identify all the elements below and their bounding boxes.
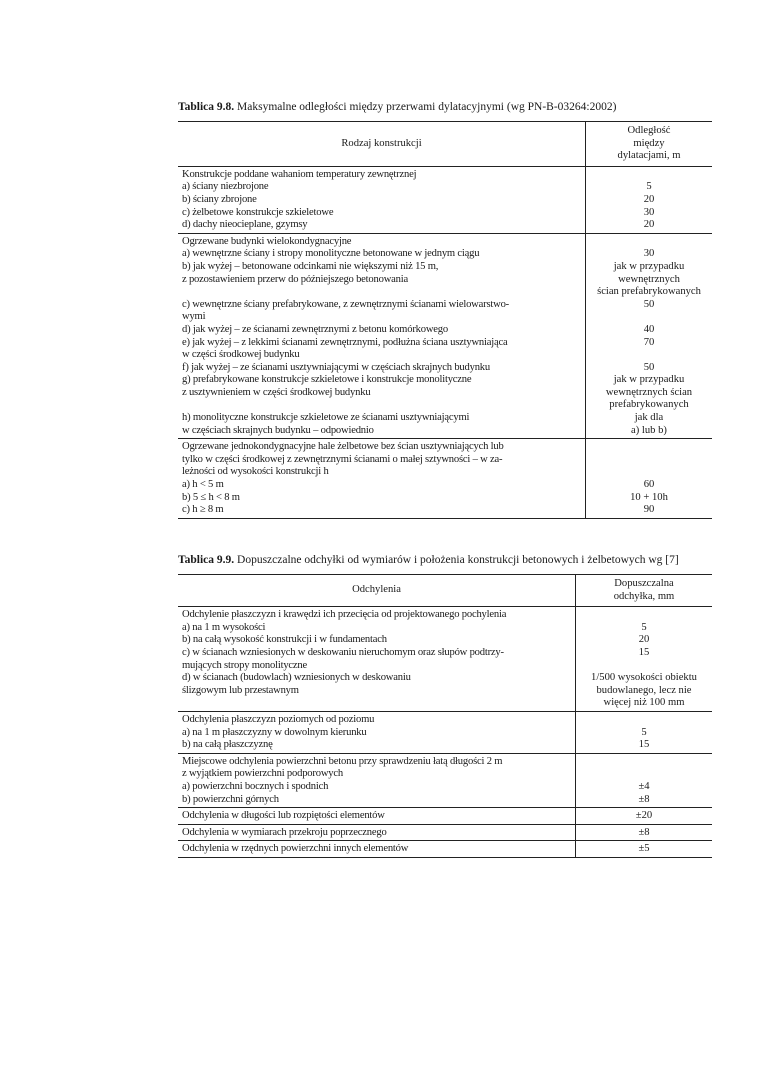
- table-9-8: [178, 100, 712, 519]
- cell-text-line: [182, 286, 581, 299]
- cell-text-line: z pozostawieniem przerw do późniejszego betonowania: [182, 273, 409, 285]
- cell-value-line: 30: [643, 248, 655, 260]
- cell-value-line: 5: [641, 726, 647, 738]
- cell-value-line: 90: [643, 504, 655, 516]
- cell-text-line: d) w ścianach (budowlach) wzniesionych w deskowaniu: [182, 672, 411, 684]
- cell-text-line: b) na całą wysokość konstrukcji i w fundamentach: [182, 634, 387, 646]
- cell-value-line: [590, 169, 708, 182]
- table-number: Tablica 9.9.: [178, 554, 235, 566]
- cell-text-line: Odchylenia w wymiarach przekroju poprzecznego: [182, 826, 387, 838]
- cell-text-line: a) wewnętrzne ściany i stropy monolityczne betonowane w jednym ciągu: [182, 248, 480, 260]
- cell-value-line: [590, 441, 708, 454]
- cell-text-line: Odchylenia w długości lub rozpiętości elementów: [182, 810, 385, 822]
- cell-value-line: 1/500 wysokości obiektu: [591, 672, 697, 684]
- row-description: [178, 753, 576, 807]
- row-value: [576, 753, 713, 807]
- cell-text-line: w części środkowej budynku: [182, 349, 300, 361]
- cell-text-line: w częściach skrajnych budynku – odpowiednio: [182, 424, 374, 436]
- row-value: [586, 166, 713, 233]
- data-table: [178, 574, 712, 858]
- cell-text-line: ślizgowym lub przestawnym: [182, 684, 299, 696]
- cell-value-line: ±4: [638, 780, 650, 792]
- row-description: [178, 607, 576, 712]
- cell-text-line: Konstrukcje poddane wahaniom temperatury zewnętrznej: [182, 168, 417, 180]
- cell-text-line: a) na 1 m płaszczyzny w dowolnym kierunku: [182, 726, 367, 738]
- cell-value-line: ±20: [635, 810, 653, 822]
- cell-value-line: [590, 466, 708, 479]
- cell-value-line: 10 + 10h: [630, 491, 668, 503]
- cell-value-line: jak w przypadku: [613, 260, 685, 272]
- cell-value-line: jak dla: [634, 412, 664, 424]
- cell-value-line: [590, 349, 708, 362]
- cell-value-line: [580, 768, 708, 781]
- cell-value-line: 40: [643, 323, 655, 335]
- column-header-tolerance: Dopuszczalna odchyłka, mm: [576, 575, 713, 607]
- cell-value-line: wewnętrznych: [618, 273, 680, 285]
- cell-value-line: [580, 660, 708, 673]
- cell-text-line: b) 5 ≤ h < 8 m: [182, 491, 240, 503]
- cell-text-line: Odchylenia w rzędnych powierzchni innych elementów: [182, 843, 409, 855]
- row-value: [576, 607, 713, 712]
- cell-text-line: b) na całą płaszczyznę: [182, 739, 273, 751]
- cell-value-line: 5: [646, 181, 652, 193]
- cell-text-line: a) powierzchni bocznych i spodnich: [182, 780, 329, 792]
- data-table: [178, 121, 712, 519]
- cell-value-line: 20: [638, 634, 650, 646]
- cell-text-line: c) żelbetowe konstrukcje szkieletowe: [182, 206, 334, 218]
- row-value: [576, 711, 713, 753]
- table-row: [178, 166, 712, 233]
- row-value: [586, 439, 713, 519]
- cell-text-line: b) powierzchni górnych: [182, 793, 279, 805]
- cell-text-line: c) w ścianach wzniesionych w deskowaniu nieruchomym oraz słupów podtrzy-: [182, 646, 504, 658]
- row-description: [178, 808, 576, 825]
- cell-value-line: budowlanego, lecz nie: [596, 684, 692, 696]
- cell-text-line: tylko w części środkowej z zewnętrznymi ścianami o małej sztywności – w za-: [182, 453, 503, 465]
- cell-value-line: ±8: [638, 826, 650, 838]
- cell-text-line: h) monolityczne konstrukcje szkieletowe ze ścianami usztywniającymi: [182, 412, 470, 424]
- cell-value-line: [580, 756, 708, 769]
- cell-value-line: ścian prefabrykowanych: [597, 286, 701, 298]
- cell-text-line: Odchylenie płaszczyzn i krawędzi ich przecięcia od projektowanego pochylenia: [182, 609, 507, 621]
- cell-text-line: d) jak wyżej – ze ścianami zewnętrznymi z betonu komórkowego: [182, 323, 448, 335]
- cell-value-line: 15: [638, 646, 650, 658]
- cell-value-line: a) lub b): [631, 424, 667, 436]
- cell-text-line: a) h < 5 m: [182, 479, 224, 491]
- table-row: [178, 711, 712, 753]
- cell-value-line: [590, 311, 708, 324]
- row-value: [586, 233, 713, 439]
- row-description: [178, 166, 586, 233]
- cell-value-line: 30: [643, 206, 655, 218]
- cell-value-line: [580, 714, 708, 727]
- row-description: [178, 439, 586, 519]
- cell-value-line: prefabrykowanych: [609, 399, 689, 411]
- table-row: [178, 753, 712, 807]
- table-title: Dopuszczalne odchyłki od wymiarów i położenia konstrukcji betonowych i żelbetowych wg [7]: [234, 554, 679, 566]
- cell-value-line: 50: [643, 361, 655, 373]
- cell-value-line: [580, 609, 708, 622]
- cell-text-line: a) na 1 m wysokości: [182, 621, 266, 633]
- row-value: [576, 808, 713, 825]
- table-row: [178, 233, 712, 439]
- cell-value-line: 5: [641, 621, 647, 633]
- table-row: [178, 808, 712, 825]
- cell-text-line: [182, 697, 571, 710]
- cell-text-line: c) wewnętrzne ściany prefabrykowane, z zewnętrznymi ścianami wielowarstwo-: [182, 298, 509, 310]
- row-description: [178, 711, 576, 753]
- cell-text-line: Miejscowe odchylenia powierzchni betonu przy sprawdzeniu łatą długości 2 m: [182, 755, 503, 767]
- cell-text-line: a) ściany niezbrojone: [182, 181, 269, 193]
- row-description: [178, 233, 586, 439]
- cell-value-line: ±5: [638, 843, 650, 855]
- cell-text-line: mujących stropy monolityczne: [182, 659, 308, 671]
- cell-value-line: [590, 236, 708, 249]
- table-caption: [178, 553, 712, 567]
- table-title: Maksymalne odległości między przerwami dylatacyjnymi (wg PN-B-03264:2002): [234, 101, 617, 113]
- table-row: [178, 824, 712, 841]
- cell-text-line: z usztywnieniem w części środkowej budynku: [182, 386, 371, 398]
- table-row: [178, 439, 712, 519]
- cell-value-line: 60: [643, 479, 655, 491]
- cell-value-line: 50: [643, 298, 655, 310]
- table-caption: [178, 100, 712, 114]
- table-row: [178, 841, 712, 858]
- cell-text-line: g) prefabrykowane konstrukcje szkieletowe i konstrukcje monolityczne: [182, 374, 472, 386]
- cell-value-line: 15: [638, 739, 650, 751]
- column-header-deviations: Odchylenia: [178, 575, 576, 607]
- cell-value-line: więcej niż 100 mm: [603, 697, 685, 709]
- cell-text-line: z wyjątkiem powierzchni podporowych: [182, 768, 343, 780]
- row-value: [576, 824, 713, 841]
- cell-text-line: b) jak wyżej – betonowane odcinkami nie większymi niż 15 m,: [182, 260, 439, 272]
- cell-text-line: f) jak wyżej – ze ścianami usztywniającymi w częściach skrajnych budynku: [182, 361, 491, 373]
- cell-value-line: jak w przypadku: [613, 374, 685, 386]
- cell-text-line: [182, 399, 581, 412]
- table-9-9: [178, 553, 712, 858]
- cell-text-line: leżności od wysokości konstrukcji h: [182, 466, 329, 478]
- cell-value-line: 20: [643, 219, 655, 231]
- cell-text-line: wymi: [182, 311, 206, 323]
- column-header-distance: Odległość między dylatacjami, m: [586, 122, 713, 167]
- cell-text-line: e) jak wyżej – z lekkimi ścianami zewnętrznymi, podłużna ściana usztywniająca: [182, 336, 508, 348]
- cell-text-line: b) ściany zbrojone: [182, 193, 257, 205]
- cell-text-line: Ogrzewane jednokondygnacyjne hale żelbetowe bez ścian usztywniających lub: [182, 441, 504, 453]
- cell-value-line: [590, 454, 708, 467]
- cell-value-line: ±8: [638, 793, 650, 805]
- table-number: Tablica 9.8.: [178, 101, 235, 113]
- row-description: [178, 841, 576, 858]
- cell-value-line: wewnętrznych ścian: [605, 386, 693, 398]
- cell-text-line: c) h ≥ 8 m: [182, 504, 224, 516]
- row-value: [576, 841, 713, 858]
- cell-text-line: Odchylenia płaszczyzn poziomych od poziomu: [182, 713, 375, 725]
- row-description: [178, 824, 576, 841]
- column-header-construction-type: Rodzaj konstrukcji: [178, 122, 586, 167]
- cell-value-line: 70: [643, 336, 655, 348]
- cell-value-line: 20: [643, 193, 655, 205]
- cell-text-line: Ogrzewane budynki wielokondygnacyjne: [182, 235, 352, 247]
- table-row: [178, 607, 712, 712]
- cell-text-line: d) dachy nieocieplane, gzymsy: [182, 219, 308, 231]
